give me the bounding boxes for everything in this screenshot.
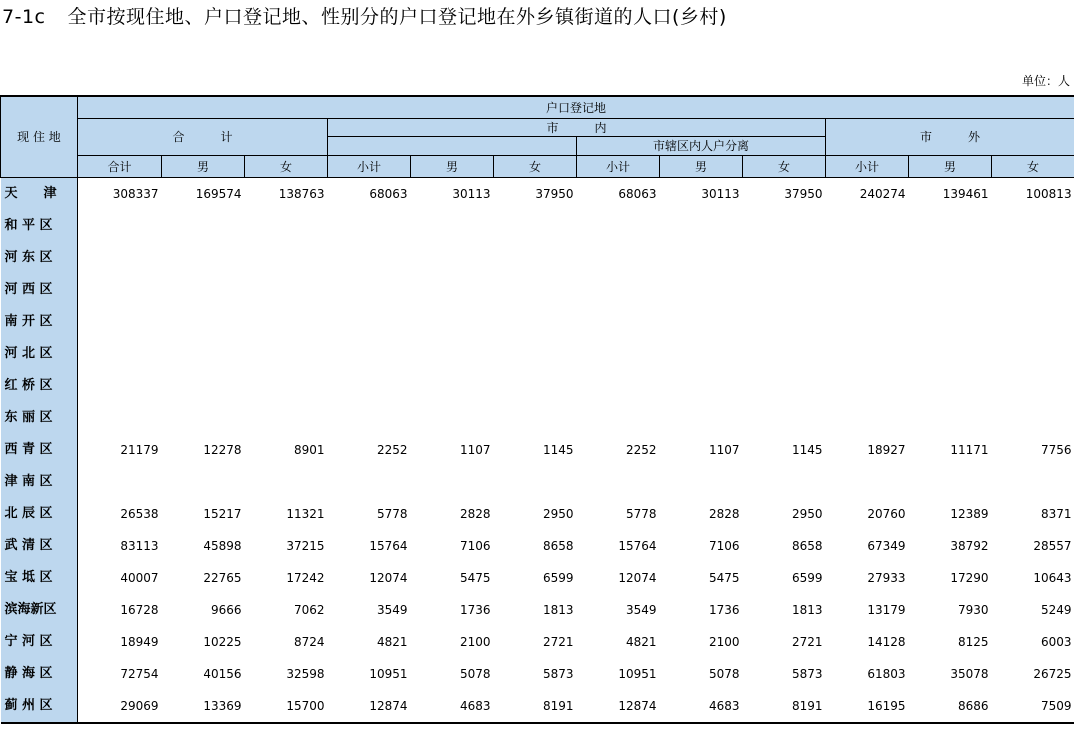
table-cell: 13369 — [162, 690, 245, 723]
table-cell: 15217 — [203, 506, 242, 521]
table-cell: 26538 — [120, 506, 159, 521]
table-cell: 4683 — [660, 690, 743, 723]
table-cell — [660, 402, 743, 434]
table-cell: 38792 — [950, 538, 989, 553]
table-cell — [992, 466, 1074, 498]
table-cell — [411, 210, 494, 242]
table-cell: 8901 — [293, 442, 325, 457]
table-cell: 1736 — [708, 602, 740, 617]
table-cell — [245, 306, 328, 338]
table-cell: 16728 — [120, 602, 159, 617]
row-label: 河 东 区 — [1, 242, 78, 274]
table-cell: 8686 — [909, 690, 992, 723]
table-cell — [78, 242, 162, 274]
table-cell: 5873 — [791, 666, 823, 681]
row-label: 滨海新区 — [1, 594, 78, 626]
row-label: 津 南 区 — [1, 466, 78, 498]
table-cell: 3549 — [376, 602, 408, 617]
table-cell: 27933 — [867, 570, 906, 585]
table-cell — [328, 306, 411, 338]
table-cell: 8658 — [791, 538, 823, 553]
table-cell: 5873 — [542, 666, 574, 681]
table-cell — [494, 466, 577, 498]
row-header-residence: 现 住 地 — [1, 96, 78, 177]
table-cell: 83113 — [120, 538, 159, 553]
table-cell — [909, 274, 992, 306]
table-cell: 17290 — [950, 570, 989, 585]
table-cell — [162, 370, 245, 402]
table-cell: 11321 — [286, 506, 325, 521]
table-cell: 12874 — [328, 690, 411, 723]
column-header: 男 — [909, 155, 992, 177]
table-cell: 7930 — [957, 602, 989, 617]
table-row — [1, 338, 1074, 370]
table-cell — [494, 210, 577, 242]
table-cell — [660, 466, 743, 498]
table-cell: 61803 — [867, 666, 906, 681]
table-cell — [162, 210, 245, 242]
column-header: 男 — [411, 155, 494, 177]
table-cell: 12074 — [369, 570, 408, 585]
table-cell — [992, 210, 1074, 242]
table-cell: 40007 — [120, 570, 159, 585]
table-cell: 5475 — [708, 570, 740, 585]
table-cell: 1107 — [708, 442, 740, 457]
unit-label: 单位：人 — [1021, 74, 1070, 88]
table-cell: 45898 — [203, 538, 242, 553]
row-label: 天 津 — [1, 177, 78, 210]
table-cell: 169574 — [195, 186, 242, 201]
table-cell — [494, 338, 577, 370]
table-cell — [78, 338, 162, 370]
column-header: 小计 — [577, 155, 660, 177]
table-cell: 10951 — [618, 666, 657, 681]
table-cell — [660, 306, 743, 338]
table-cell — [992, 338, 1074, 370]
table-cell — [494, 306, 577, 338]
column-header: 女 — [743, 155, 826, 177]
table-cell — [494, 242, 577, 274]
table-row — [1, 434, 1074, 466]
table-cell — [245, 210, 328, 242]
column-header: 男 — [660, 155, 743, 177]
table-cell: 14128 — [867, 634, 906, 649]
table-title — [2, 2, 727, 32]
table-cell — [826, 274, 909, 306]
table-cell — [78, 274, 162, 306]
table-cell: 6003 — [1041, 634, 1072, 649]
table-cell — [411, 274, 494, 306]
row-label: 北 辰 区 — [1, 498, 78, 530]
table-title-text: 全市按现住地、户口登记地、性别分的户口登记地在外乡镇街道的人口(乡村) — [67, 6, 727, 28]
table-cell — [162, 274, 245, 306]
table-cell — [245, 274, 328, 306]
table-row — [1, 177, 1074, 210]
table-cell: 6599 — [791, 570, 823, 585]
table-cell — [826, 338, 909, 370]
table-cell — [826, 306, 909, 338]
table-cell — [245, 402, 328, 434]
column-header: 女 — [494, 155, 577, 177]
header-group-outside: 市 外 — [826, 118, 1074, 155]
table-cell: 9666 — [210, 602, 242, 617]
table-cell: 5778 — [625, 506, 657, 521]
header-registration-place: 户口登记地 — [78, 96, 1074, 118]
table-cell — [743, 306, 826, 338]
table-cell — [909, 338, 992, 370]
table-cell — [909, 370, 992, 402]
table-cell: 20760 — [867, 506, 906, 521]
row-label: 武 清 区 — [1, 530, 78, 562]
table-cell — [992, 242, 1074, 274]
table-cell: 2252 — [625, 442, 657, 457]
table-cell — [328, 402, 411, 434]
table-cell: 4821 — [625, 634, 657, 649]
table-cell: 11171 — [950, 442, 989, 457]
table-cell — [245, 466, 328, 498]
table-cell — [743, 338, 826, 370]
table-row — [1, 658, 1074, 690]
row-label: 南 开 区 — [1, 306, 78, 338]
table-cell — [328, 338, 411, 370]
table-cell: 10951 — [369, 666, 408, 681]
table-cell: 12074 — [618, 570, 657, 585]
table-cell: 2828 — [459, 506, 491, 521]
row-label: 东 丽 区 — [1, 402, 78, 434]
table-cell: 8125 — [957, 634, 989, 649]
table-cell: 4683 — [411, 690, 494, 723]
column-header: 小计 — [328, 155, 411, 177]
row-label: 蓟 州 区 — [1, 690, 78, 723]
population-table — [0, 95, 1074, 724]
table-cell: 7106 — [459, 538, 491, 553]
table-cell — [245, 242, 328, 274]
table-cell: 308337 — [112, 186, 159, 201]
table-cell: 68063 — [369, 186, 408, 201]
table-cell: 32598 — [286, 666, 325, 681]
table-cell — [992, 402, 1074, 434]
table-cell: 8371 — [1041, 506, 1072, 521]
table-cell: 7509 — [992, 690, 1074, 723]
column-header: 男 — [162, 155, 245, 177]
table-cell: 2100 — [459, 634, 491, 649]
table-cell: 5475 — [459, 570, 491, 585]
header-city-blank — [328, 136, 577, 155]
table-cell — [743, 274, 826, 306]
table-cell: 5078 — [459, 666, 491, 681]
table-cell: 18927 — [867, 442, 906, 457]
table-cell: 2828 — [708, 506, 740, 521]
table-row — [1, 690, 1074, 723]
table-cell — [577, 402, 660, 434]
table-cell: 15764 — [369, 538, 408, 553]
column-header: 小计 — [826, 155, 909, 177]
table-cell — [826, 242, 909, 274]
table-cell — [826, 402, 909, 434]
table-row — [1, 306, 1074, 338]
row-label: 红 桥 区 — [1, 370, 78, 402]
table-cell: 10643 — [1033, 570, 1072, 585]
table-cell: 2721 — [542, 634, 574, 649]
table-cell — [909, 210, 992, 242]
table-cell: 17242 — [286, 570, 325, 585]
table-cell: 15764 — [618, 538, 657, 553]
table-cell — [78, 466, 162, 498]
table-cell — [909, 242, 992, 274]
table-cell — [78, 402, 162, 434]
row-label: 和 平 区 — [1, 210, 78, 242]
table-cell: 35078 — [950, 666, 989, 681]
table-cell: 28557 — [1033, 538, 1072, 553]
table-header — [1, 96, 1074, 177]
column-header: 合计 — [78, 155, 162, 177]
table-row — [1, 210, 1074, 242]
table-cell — [992, 370, 1074, 402]
table-row — [1, 370, 1074, 402]
table-row — [1, 242, 1074, 274]
table-cell: 13179 — [867, 602, 906, 617]
table-cell: 26725 — [1033, 666, 1072, 681]
table-cell: 18949 — [120, 634, 159, 649]
table-row — [1, 274, 1074, 306]
table-cell — [245, 370, 328, 402]
table-cell — [660, 242, 743, 274]
table-cell — [826, 210, 909, 242]
table-cell — [743, 466, 826, 498]
table-cell — [743, 370, 826, 402]
header-group-total: 合 计 — [78, 118, 328, 155]
table-cell — [494, 274, 577, 306]
table-cell — [743, 402, 826, 434]
header-sub-city: 市辖区内人户分离 — [577, 136, 826, 155]
table-cell — [78, 370, 162, 402]
table-cell — [411, 306, 494, 338]
table-cell — [909, 306, 992, 338]
table-cell: 2100 — [708, 634, 740, 649]
table-cell: 37950 — [784, 186, 823, 201]
table-cell: 21179 — [120, 442, 159, 457]
table-cell — [411, 370, 494, 402]
table-cell: 8191 — [743, 690, 826, 723]
table-cell — [494, 402, 577, 434]
table-cell — [162, 402, 245, 434]
column-header: 女 — [245, 155, 328, 177]
table-cell: 7106 — [708, 538, 740, 553]
table-cell — [162, 306, 245, 338]
table-row — [1, 626, 1074, 658]
table-cell: 30113 — [452, 186, 491, 201]
table-cell: 5778 — [376, 506, 408, 521]
table-cell: 8191 — [494, 690, 577, 723]
table-cell — [494, 370, 577, 402]
row-label: 宁 河 区 — [1, 626, 78, 658]
table-cell: 7756 — [1041, 442, 1072, 457]
table-body — [1, 177, 1074, 723]
table-cell — [909, 402, 992, 434]
table-cell: 8724 — [293, 634, 325, 649]
table-cell: 5078 — [708, 666, 740, 681]
table-cell: 1145 — [791, 442, 823, 457]
table-cell — [909, 466, 992, 498]
table-cell — [660, 210, 743, 242]
table-cell: 5249 — [1041, 602, 1072, 617]
table-cell: 1813 — [542, 602, 574, 617]
table-cell: 8658 — [542, 538, 574, 553]
table-cell: 4821 — [376, 634, 408, 649]
table-row — [1, 562, 1074, 594]
table-cell — [328, 274, 411, 306]
table-cell: 12389 — [950, 506, 989, 521]
table-row — [1, 402, 1074, 434]
table-cell: 1107 — [459, 442, 491, 457]
row-label: 河 西 区 — [1, 274, 78, 306]
column-header: 女 — [992, 155, 1074, 177]
table-cell: 67349 — [867, 538, 906, 553]
table-cell — [245, 338, 328, 370]
table-cell — [577, 306, 660, 338]
table-cell — [577, 210, 660, 242]
table-cell: 240274 — [859, 186, 906, 201]
table-cell — [411, 242, 494, 274]
table-cell — [162, 466, 245, 498]
table-cell: 139461 — [942, 186, 989, 201]
table-cell — [78, 306, 162, 338]
row-label: 静 海 区 — [1, 658, 78, 690]
table-cell: 37215 — [286, 538, 325, 553]
table-cell: 29069 — [78, 690, 162, 723]
table-cell: 16195 — [826, 690, 909, 723]
table-cell: 40156 — [203, 666, 242, 681]
table-cell: 12278 — [203, 442, 242, 457]
table-cell: 1145 — [542, 442, 574, 457]
table-cell: 1736 — [459, 602, 491, 617]
table-cell: 2950 — [542, 506, 574, 521]
table-row — [1, 594, 1074, 626]
table-cell — [78, 210, 162, 242]
table-cell: 68063 — [618, 186, 657, 201]
table-cell — [411, 466, 494, 498]
table-cell: 2252 — [376, 442, 408, 457]
table-cell: 1813 — [791, 602, 823, 617]
table-cell: 15700 — [245, 690, 328, 723]
table-cell: 2721 — [791, 634, 823, 649]
table-cell — [743, 210, 826, 242]
table-cell — [328, 242, 411, 274]
table-row — [1, 466, 1074, 498]
table-cell: 22765 — [203, 570, 242, 585]
table-cell — [660, 370, 743, 402]
table-row — [1, 498, 1074, 530]
table-cell — [826, 370, 909, 402]
table-cell — [577, 370, 660, 402]
row-label: 西 青 区 — [1, 434, 78, 466]
table-cell: 12874 — [577, 690, 660, 723]
table-cell — [162, 338, 245, 370]
table-cell — [328, 466, 411, 498]
table-cell — [577, 466, 660, 498]
table-cell — [162, 242, 245, 274]
table-cell — [328, 210, 411, 242]
table-cell: 37950 — [535, 186, 574, 201]
table-cell: 138763 — [278, 186, 325, 201]
header-group-city: 市 内 — [328, 118, 826, 136]
row-label: 宝 坻 区 — [1, 562, 78, 594]
table-cell — [743, 242, 826, 274]
table-cell: 6599 — [542, 570, 574, 585]
table-cell: 10225 — [203, 634, 242, 649]
table-cell — [992, 274, 1074, 306]
table-cell: 30113 — [701, 186, 740, 201]
table-cell — [826, 466, 909, 498]
table-row — [1, 530, 1074, 562]
table-cell — [992, 306, 1074, 338]
table-cell — [411, 338, 494, 370]
table-cell: 3549 — [625, 602, 657, 617]
table-cell: 2950 — [791, 506, 823, 521]
table-cell: 100813 — [1025, 186, 1072, 201]
table-cell — [577, 338, 660, 370]
table-cell — [328, 370, 411, 402]
table-cell: 72754 — [120, 666, 159, 681]
table-cell — [577, 242, 660, 274]
table-cell — [660, 274, 743, 306]
table-cell — [411, 402, 494, 434]
table-code: 7-1c — [2, 6, 46, 28]
row-label: 河 北 区 — [1, 338, 78, 370]
table-cell: 7062 — [293, 602, 325, 617]
table-cell — [660, 338, 743, 370]
table-cell — [577, 274, 660, 306]
